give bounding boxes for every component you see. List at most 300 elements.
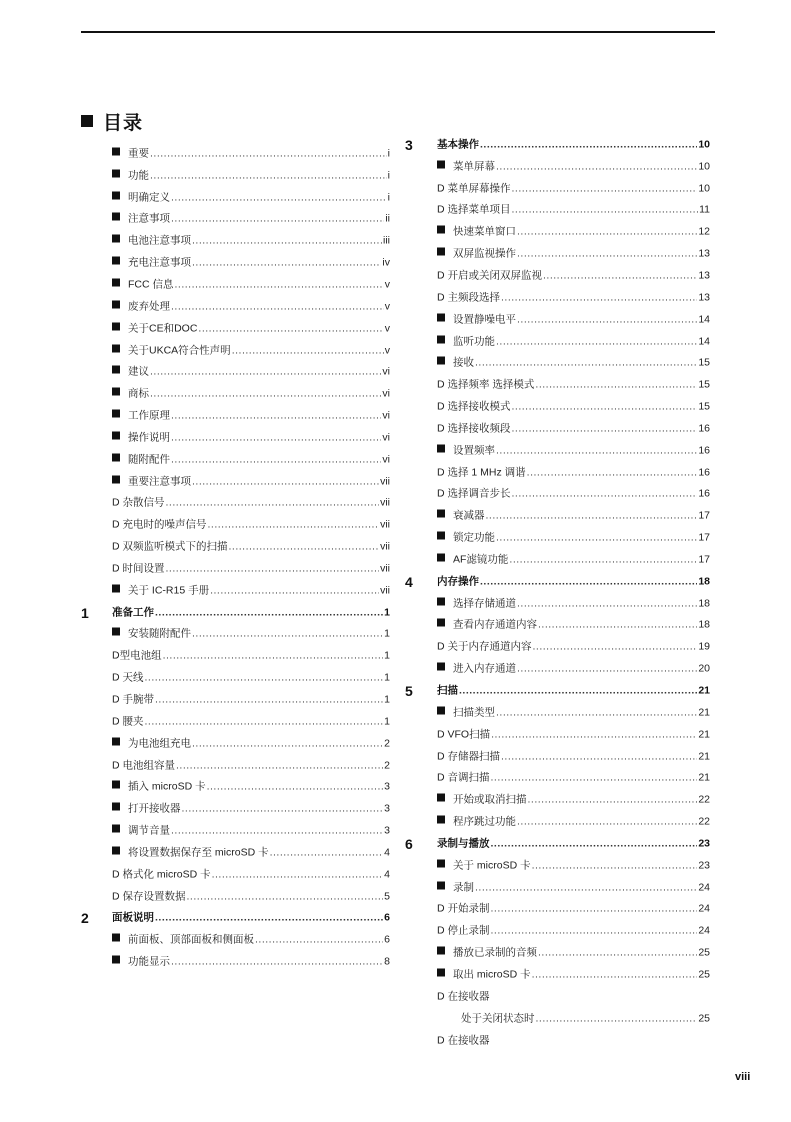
toc-entry[interactable] [405,593,710,615]
toc-page-number: 21 [698,728,710,741]
square-bullet-icon [112,169,120,177]
toc-entry[interactable] [405,899,710,921]
toc-heading [81,109,143,133]
toc-entry[interactable] [405,484,710,506]
square-bullet-icon [437,619,445,627]
toc-entry[interactable] [405,505,710,527]
toc-entry[interactable] [81,842,390,864]
toc-page-number: iv [382,256,390,269]
toc-chapter-entry[interactable] [405,833,710,855]
dot-leader [496,160,697,173]
toc-entry-line [112,235,390,248]
toc-page-number: 18 [698,597,710,610]
toc-entry-line [437,750,710,763]
toc-page-number: 3 [384,824,390,837]
toc-entry-label: 设置频率 [453,444,495,457]
toc-entry-label: 商标 [128,387,149,400]
dot-leader [255,934,383,947]
square-bullet-icon [112,934,120,942]
dot-leader [163,650,384,663]
toc-entry-line [437,269,710,282]
toc-entry-label: D 选择菜单项目 [437,203,511,216]
toc-entry[interactable] [405,440,710,462]
toc-entry[interactable] [81,820,390,842]
toc-entry-label: 随附配件 [128,453,170,466]
toc-entry[interactable] [405,615,710,637]
toc-entry-line [437,816,710,829]
square-bullet-icon [437,160,445,168]
toc-chapter-entry[interactable] [405,680,710,702]
toc-page-number: vii [380,475,390,488]
toc-entry-line [112,868,390,881]
toc-page-number: 13 [698,247,710,260]
toc-page-number: 4 [384,868,390,881]
square-bullet-icon [112,825,120,833]
toc-entry-line [437,1034,710,1047]
toc-entry[interactable] [405,942,710,964]
toc-entry-label: 录制 [453,881,474,894]
dot-leader [171,825,383,838]
toc-entry[interactable] [405,178,710,200]
toc-entry[interactable] [405,331,710,353]
toc-entry-label: 录制与播放 [437,837,490,850]
toc-entry-label: 进入内存通道 [453,662,516,675]
toc-entry[interactable] [405,877,710,899]
square-bullet-icon [112,344,120,352]
toc-entry-label: D型电池组 [112,649,162,662]
dot-leader [192,257,381,270]
toc-entry[interactable] [81,383,390,405]
toc-entry-label: 处于关闭状态时 [461,1012,535,1025]
toc-entry-label: 将设置数据保存至 microSD 卡 [128,846,269,859]
toc-entry-line [437,837,710,850]
toc-entry[interactable] [81,514,390,536]
toc-entry-label: D 在接收器 [437,1034,490,1047]
toc-entry[interactable] [405,418,710,440]
toc-entry[interactable] [405,396,710,418]
toc-entry[interactable] [81,449,390,471]
toc-page-number: vii [380,562,390,575]
toc-entry-line [437,794,710,807]
toc-entry[interactable] [405,352,710,374]
dot-leader [475,881,697,894]
toc-entry-label: 面板说明 [112,911,154,924]
toc-entry-line [437,968,710,981]
toc-entry[interactable] [81,798,390,820]
toc-entry-line [112,410,390,423]
toc-page-number: 10 [698,182,710,195]
toc-entry-line [437,357,710,370]
toc-page-number: 25 [698,946,710,959]
toc-entry[interactable] [81,580,390,602]
toc-entry-line [437,619,710,632]
dot-leader [512,488,698,501]
toc-page-number: 21 [698,750,710,763]
toc-entry-line [112,213,390,226]
square-bullet-icon [112,781,120,789]
toc-entry[interactable] [81,252,390,274]
toc-entry-line [112,497,390,510]
toc-entry-line [112,759,390,772]
toc-entry-line [437,706,710,719]
toc-entry[interactable] [405,986,710,1008]
toc-entry[interactable] [81,471,390,493]
dot-leader [210,584,379,597]
toc-entry-line [437,663,710,676]
toc-entry-line [112,846,390,859]
toc-entry[interactable] [405,964,710,986]
toc-entry-line [437,685,710,698]
toc-page-number: 1 [384,606,390,619]
toc-page-number: 13 [698,291,710,304]
toc-entry-label: D 选择调音步长 [437,487,511,500]
toc-entry[interactable] [405,549,710,571]
toc-entry-line [437,532,710,545]
toc-entry-line [112,519,390,532]
toc-entry[interactable] [405,702,710,724]
square-bullet-icon [112,846,120,854]
toc-entry[interactable] [405,243,710,265]
toc-entry-line [437,728,710,741]
toc-entry[interactable] [81,864,390,886]
dot-leader [535,379,697,392]
dot-leader [192,235,382,248]
dot-leader [232,344,384,357]
square-bullet-icon [112,475,120,483]
toc-page-number: 14 [698,313,710,326]
dot-leader [491,925,698,938]
chapter-number: 2 [81,910,89,927]
dot-leader [496,532,697,545]
toc-chapter-entry[interactable] [405,571,710,593]
dot-leader [501,291,697,304]
toc-page-number: 16 [698,444,710,457]
square-bullet-icon [437,947,445,955]
dot-leader [150,366,381,379]
toc-entry[interactable] [81,209,390,231]
toc-entry-label: 功能 [128,169,149,182]
dot-leader [176,759,383,772]
chapter-number: 4 [405,573,413,590]
toc-entry-label: 关于UKCA符合性声明 [128,344,231,357]
dot-leader [145,715,384,728]
toc-page-number: 1 [384,671,390,684]
toc-entry[interactable] [405,287,710,309]
square-bullet-icon [112,322,120,330]
square-bullet-icon [112,257,120,265]
top-rule [81,31,715,33]
toc-page-number: i [387,147,390,160]
dot-leader [475,357,697,370]
toc-page-number: vii [380,518,390,531]
square-bullet-icon [112,366,120,374]
toc-entry[interactable] [81,340,390,362]
square-bullet-icon [112,388,120,396]
toc-entry-line [112,672,390,685]
toc-entry[interactable] [81,230,390,252]
toc-page-number: 25 [698,968,710,981]
toc-entry[interactable] [405,200,710,222]
toc-entry[interactable] [81,296,390,318]
dot-leader [459,685,697,698]
toc-page-number: v [384,278,390,291]
toc-chapter-entry[interactable] [405,134,710,156]
toc-entry-label: 接收 [453,356,474,369]
toc-entry-label: AF滤镜功能 [453,553,509,566]
toc-entry-label: 扫描 [437,684,458,697]
toc-page-number: 5 [384,890,390,903]
toc-entry[interactable] [81,645,390,667]
toc-entry-label: 建议 [128,365,149,378]
toc-entry[interactable] [81,929,390,951]
toc-entry-line [437,466,710,479]
toc-entry[interactable] [405,462,710,484]
page-number: viii [735,1071,751,1083]
square-bullet-icon [112,453,120,461]
toc-entry-label: D 选择接收频段 [437,422,511,435]
toc-entry[interactable] [405,309,710,331]
toc-entry-line [112,803,390,816]
toc-page-number: vi [382,409,390,422]
dot-leader [229,541,380,554]
dot-leader [486,510,698,523]
dot-leader [528,794,698,807]
toc-entry[interactable] [405,855,710,877]
toc-entry[interactable] [81,361,390,383]
toc-entry-label: D 在接收器 [437,990,490,1003]
dot-leader [155,606,383,619]
toc-entry-label: D 选择频率 选择模式 [437,378,535,391]
toc-page-number: 6 [384,911,390,924]
dot-leader [207,781,384,794]
toc-entry[interactable] [81,165,390,187]
toc-page-number: v [384,322,390,335]
toc-entry-line [112,147,390,160]
dot-leader [517,313,697,326]
toc-entry-label: 衰减器 [453,509,485,522]
dot-leader [491,772,698,785]
dot-leader [150,169,387,182]
toc-entry-label: 工作原理 [128,409,170,422]
toc-entry-line [112,628,390,641]
toc-entry-label: 锁定功能 [453,531,495,544]
toc-page-number: vi [382,453,390,466]
toc-page-number: vii [380,584,390,597]
toc-page-number: 20 [698,662,710,675]
toc-page-number: 2 [384,759,390,772]
chapter-number: 3 [405,136,413,153]
toc-page-number: 12 [698,225,710,238]
toc-entry-line [437,990,710,1003]
toc-page-number: 19 [698,640,710,653]
toc-entry-line [437,1012,710,1025]
dot-leader [533,641,698,654]
toc-entry[interactable] [405,527,710,549]
toc-page-number: vii [380,540,390,553]
toc-entry-line [112,912,390,925]
square-bullet-icon [437,706,445,714]
toc-page-number: 22 [698,815,710,828]
toc-entry[interactable] [405,265,710,287]
toc-entry[interactable] [405,156,710,178]
toc-chapter-entry[interactable] [81,602,390,624]
toc-page-number: 3 [384,780,390,793]
toc-entry-label: 调节音量 [128,824,170,837]
toc-entry[interactable] [81,776,390,798]
toc-entry-line [437,204,710,217]
toc-entry[interactable] [405,920,710,942]
toc-entry[interactable] [81,143,390,165]
toc-entry[interactable] [81,733,390,755]
toc-entry[interactable] [405,789,710,811]
toc-page-number: v [384,300,390,313]
toc-page-number: 22 [698,793,710,806]
toc-page-number: 1 [384,715,390,728]
dot-leader [491,837,698,850]
toc-entry[interactable] [81,951,390,973]
toc-entry-line [437,859,710,872]
toc-entry-line [437,401,710,414]
toc-entry-line [112,453,390,466]
toc-entry[interactable] [81,711,390,733]
toc-entry-line [112,366,390,379]
dot-leader [166,562,380,575]
toc-entry[interactable] [81,689,390,711]
dot-leader [491,903,698,916]
toc-entry-line [437,335,710,348]
toc-entry[interactable] [405,724,710,746]
toc-entry-label: 监听功能 [453,335,495,348]
toc-right-column [405,134,710,1051]
toc-entry-line [437,553,710,566]
toc-page-number: iii [383,234,390,247]
toc-page-number: 14 [698,335,710,348]
dot-leader [270,846,384,859]
square-bullet-icon [81,115,93,127]
square-bullet-icon [112,147,120,155]
dot-leader [527,466,698,479]
dot-leader [171,300,384,313]
toc-entry-line [112,541,390,554]
toc-page-number: vii [380,496,390,509]
toc-entry[interactable] [81,667,390,689]
toc-entry-label: 重要 [128,147,149,160]
square-bullet-icon [437,553,445,561]
dot-leader [171,191,387,204]
toc-entry[interactable] [405,1008,710,1030]
square-bullet-icon [437,881,445,889]
toc-entry[interactable] [81,405,390,427]
toc-page-number: 24 [698,924,710,937]
toc-entry[interactable] [405,221,710,243]
toc-entry[interactable] [81,187,390,209]
toc-entry-label: D 选择 1 MHz 调谐 [437,466,526,479]
toc-entry-label: D 格式化 microSD 卡 [112,868,211,881]
toc-entry[interactable] [405,374,710,396]
toc-entry[interactable] [81,624,390,646]
toc-entry[interactable] [81,318,390,340]
dot-leader [491,728,697,741]
square-bullet-icon [112,213,120,221]
toc-entry-line [437,248,710,261]
toc-entry-label: 查看内存通道内容 [453,618,537,631]
toc-entry-label: 重要注意事项 [128,475,191,488]
dot-leader [171,453,381,466]
toc-entry-label: 功能显示 [128,955,170,968]
toc-entry[interactable] [405,767,710,789]
toc-page-number: 6 [384,933,390,946]
toc-entry-label: 关于 IC-R15 手册 [128,584,210,597]
square-bullet-icon [112,431,120,439]
square-bullet-icon [112,235,120,243]
toc-entry-line [437,160,710,173]
toc-entry-line [112,890,390,903]
toc-page-number: 2 [384,737,390,750]
toc-entry-line [437,925,710,938]
toc-entry-label: 前面板、顶部面板和侧面板 [128,933,254,946]
toc-entry[interactable] [81,886,390,908]
toc-page-number: 18 [698,575,710,588]
toc-entry[interactable] [405,1030,710,1052]
toc-entry[interactable] [81,427,390,449]
toc-entry[interactable] [405,746,710,768]
square-bullet-icon [112,410,120,418]
toc-page-number: 16 [698,487,710,500]
toc-page-number: 24 [698,881,710,894]
toc-entry[interactable] [405,811,710,833]
toc-entry-line [437,772,710,785]
toc-entry[interactable] [81,755,390,777]
toc-entry-label: 程序跳过功能 [453,815,516,828]
toc-page-number: 21 [698,771,710,784]
toc-entry-label: 开始或取消扫描 [453,793,527,806]
toc-entry[interactable] [81,274,390,296]
toc-page-number: 1 [384,649,390,662]
toc-entry-line [112,781,390,794]
toc-page-number: 1 [384,627,390,640]
toc-page-number: v [384,344,390,357]
toc-entry-line [112,431,390,444]
toc-entry[interactable] [81,493,390,515]
toc-entry-label: 关于 microSD 卡 [453,859,531,872]
toc-page-number: vi [382,387,390,400]
dot-leader [517,248,697,261]
toc-entry-label: 操作说明 [128,431,170,444]
square-bullet-icon [112,584,120,592]
toc-entry-label: 关于CE和DOC [128,322,198,335]
dot-leader [192,628,383,641]
toc-entry-label: 准备工作 [112,606,154,619]
toc-entry-line [112,715,390,728]
toc-entry-label: 打开接收器 [128,802,181,815]
toc-page-number: 17 [698,553,710,566]
toc-entry-label: D 保存设置数据 [112,890,186,903]
toc-entry-line [437,379,710,392]
toc-chapter-entry[interactable] [81,908,390,930]
toc-page-number: 11 [699,203,710,216]
toc-entry[interactable] [81,558,390,580]
toc-entry-label: D 天线 [112,671,144,684]
toc-entry[interactable] [405,636,710,658]
dot-leader [538,619,697,632]
square-bullet-icon [437,597,445,605]
toc-entry-label: 扫描类型 [453,706,495,719]
toc-entry[interactable] [81,536,390,558]
toc-entry-label: D 双频监听模式下的扫描 [112,540,228,553]
toc-entry[interactable] [405,658,710,680]
toc-entry-line [112,169,390,182]
toc-entry-line [437,881,710,894]
